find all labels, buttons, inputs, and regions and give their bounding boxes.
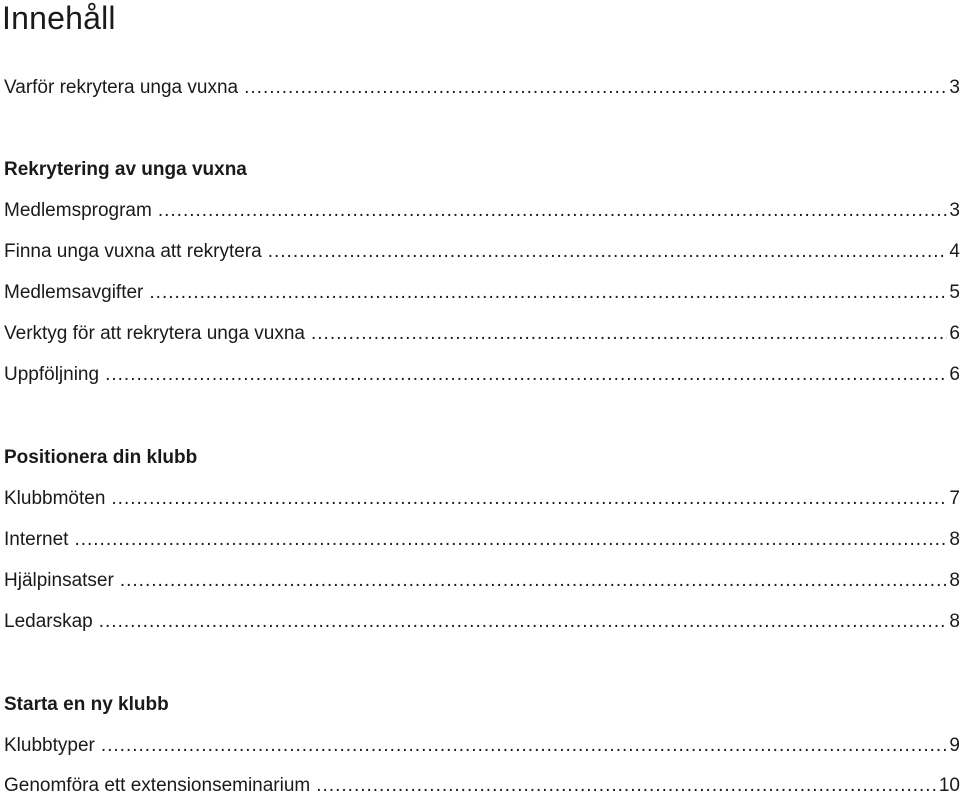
- toc-entry-internet[interactable]: [4, 527, 960, 553]
- toc-entry-verktyg[interactable]: [4, 321, 960, 347]
- dot-leader: [111, 486, 947, 512]
- toc-entry-extensionseminarium[interactable]: [4, 773, 960, 799]
- toc-entry-label: Genomföra ett extensionseminarium: [4, 775, 311, 796]
- toc-entry-label: Medlemsavgifter: [4, 282, 144, 303]
- toc-entry-medlemsprogram[interactable]: [4, 198, 960, 224]
- toc-entry-label: Finna unga vuxna att rekrytera: [4, 241, 262, 262]
- section-heading-starta-ny-klubb: Starta en ny klubb: [4, 694, 169, 715]
- dot-leader: [268, 239, 948, 265]
- toc-entry-label: Medlemsprogram: [4, 200, 152, 221]
- dot-leader: [158, 198, 948, 224]
- toc-entry-label: Uppföljning: [4, 364, 100, 385]
- toc-entry-page-number: 5: [949, 282, 960, 303]
- toc-entry-medlemsavgifter[interactable]: [4, 280, 960, 306]
- dot-leader: [149, 280, 947, 306]
- toc-entry-label: Hjälpinsatser: [4, 570, 114, 591]
- toc-entry-label: Klubbtyper: [4, 735, 95, 756]
- dot-leader: [120, 568, 948, 594]
- toc-entry-finna-unga-vuxna[interactable]: [4, 239, 960, 265]
- toc-entry-label: Verktyg för att rekrytera unga vuxna: [4, 323, 305, 344]
- dot-leader: [244, 75, 947, 101]
- dot-leader: [74, 527, 947, 553]
- section-heading-rekrytering: Rekrytering av unga vuxna: [4, 159, 247, 180]
- page-title: Innehåll: [2, 0, 116, 36]
- toc-entry-uppfoljning[interactable]: [4, 362, 960, 388]
- toc-entry-page-number: 7: [949, 488, 960, 509]
- toc-entry-page-number: 3: [949, 200, 960, 221]
- toc-entry-klubbmoten[interactable]: [4, 486, 960, 512]
- dot-leader: [101, 733, 948, 759]
- toc-entry-page-number: 8: [949, 570, 960, 591]
- toc-entry-varfor-rekrytera[interactable]: [4, 75, 960, 101]
- toc-entry-page-number: 9: [949, 735, 960, 756]
- dot-leader: [311, 321, 947, 347]
- section-heading-positionera: Positionera din klubb: [4, 447, 198, 468]
- toc-entry-page-number: 3: [949, 77, 960, 98]
- toc-entry-page-number: 8: [949, 611, 960, 632]
- toc-entry-ledarskap[interactable]: [4, 609, 960, 635]
- toc-entry-page-number: 8: [949, 529, 960, 550]
- toc-entry-klubbtyper[interactable]: [4, 733, 960, 759]
- toc-entry-page-number: 4: [949, 241, 960, 262]
- dot-leader: [105, 362, 947, 388]
- toc-entry-page-number: 10: [938, 775, 960, 796]
- toc-entry-page-number: 6: [949, 323, 960, 344]
- toc-entry-label: Internet: [4, 529, 69, 550]
- toc-entry-label: Varför rekrytera unga vuxna: [4, 77, 239, 98]
- dot-leader: [99, 609, 948, 635]
- dot-leader: [316, 773, 937, 799]
- toc-entry-page-number: 6: [949, 364, 960, 385]
- toc-entry-label: Klubbmöten: [4, 488, 106, 509]
- toc-entry-label: Ledarskap: [4, 611, 93, 632]
- toc-entry-hjalpinsatser[interactable]: [4, 568, 960, 594]
